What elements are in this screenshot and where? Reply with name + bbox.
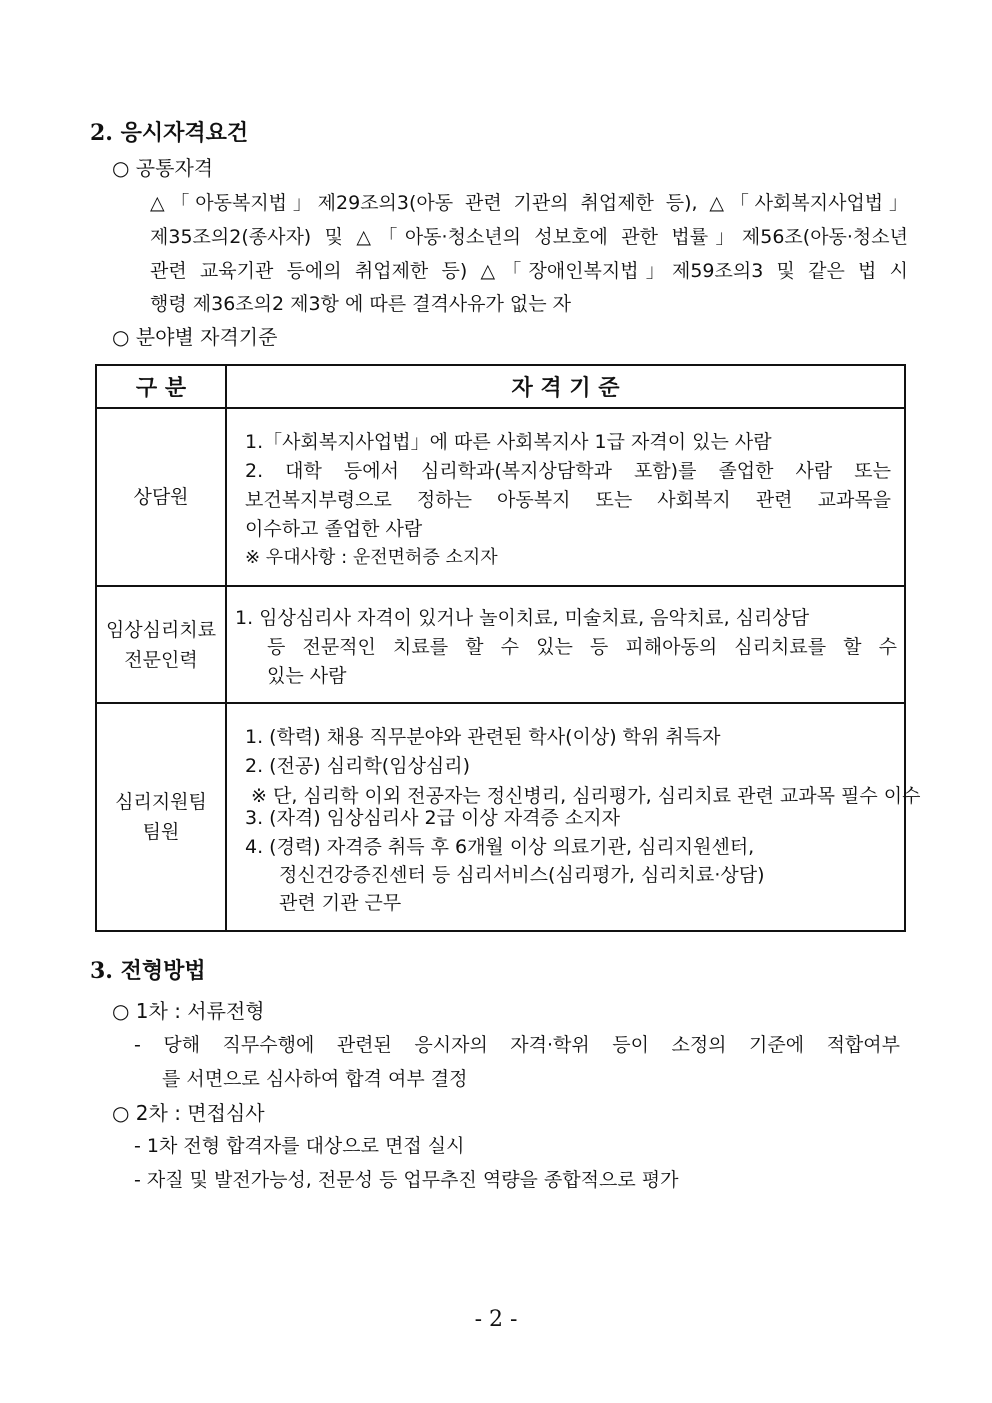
common-qualification-line: 행령 제36조의2 제3항 에 따른 결격사유가 없는 자 [150, 293, 572, 315]
row-criteria [226, 703, 921, 931]
section-3-title: 3. 전형방법 [90, 958, 206, 984]
criteria-line: 1. 임상심리사 자격이 있거나 놀이치료, 미술치료, 음악치료, 심리상담 [235, 607, 810, 629]
criteria-line: 등 전문적인 치료를 할 수 있는 등 피해아동의 심리치료를 할 수 [267, 636, 897, 658]
category-label-line1: 임상심리치료 [105, 618, 217, 641]
field-qualification-label: ○ 분야별 자격기준 [112, 325, 278, 349]
criteria-line: 3. (자격) 임상심리사 2급 이상 자격증 소지자 [245, 807, 620, 829]
criteria-line: 관련 기관 근무 [279, 892, 402, 914]
common-qualification-line: △「아동복지법」제29조의3(아동 관련 기관의 취업제한 등), △「사회복지사업법」 [150, 192, 908, 214]
row-category [96, 703, 226, 931]
category-label-line2: 팀원 [142, 821, 180, 843]
row-criteria [226, 408, 905, 586]
section-2-title: 2. 응시자격요건 [90, 120, 249, 146]
criteria-line: 1.「사회복지사업법」에 따른 사회복지사 1급 자격이 있는 사람 [245, 431, 772, 453]
category-label-line2: 전문인력 [124, 648, 198, 671]
second-stage-line: - 1차 전형 합격자를 대상으로 면접 실시 [134, 1135, 465, 1157]
criteria-line: 있는 사람 [267, 665, 347, 687]
table-row [96, 703, 905, 931]
first-stage-line: - 당해 직무수행에 관련된 응시자의 자격·학위 등이 소정의 기준에 적합여부 [134, 1034, 900, 1056]
header-category: 구 분 [96, 365, 226, 408]
second-stage-line: - 자질 및 발전가능성, 전문성 등 업무추진 역량을 종합적으로 평가 [134, 1169, 679, 1191]
row-category [96, 586, 226, 703]
header-criteria: 자 격 기 준 [226, 365, 905, 408]
criteria-line: 2. (전공) 심리학(임상심리) [245, 755, 471, 777]
category-label: 상담원 [133, 486, 189, 508]
table-row [96, 408, 905, 586]
common-qualification-line: 제35조의2(종사자) 및 △「아동·청소년의 성보호에 관한 법률」제56조(아동·청소년 [150, 226, 908, 248]
category-label-line1: 심리지원팀 [115, 791, 207, 813]
table-row [96, 586, 905, 703]
page-number: - 2 - [474, 1307, 518, 1332]
criteria-line: 1. (학력) 채용 직무분야와 관련된 학사(이상) 학위 취득자 [245, 726, 721, 748]
preference-note: ※ 우대사항 : 운전면허증 소지자 [245, 547, 498, 568]
criteria-line: 2. 대학 등에서 심리학과(복지상담학과 포함)를 졸업한 사람 또는 [245, 460, 891, 482]
row-criteria [226, 586, 905, 703]
table-header-row [96, 365, 905, 408]
second-stage-label: ○ 2차 : 면접심사 [112, 1101, 265, 1125]
criteria-line: 이수하고 졸업한 사람 [245, 518, 423, 540]
first-stage-label: ○ 1차 : 서류전형 [112, 999, 265, 1023]
criteria-line: 정신건강증진센터 등 심리서비스(심리평가, 심리치료·상담) [279, 864, 765, 886]
criteria-line: 보건복지부령으로 정하는 아동복지 또는 사회복지 관련 교과목을 [245, 489, 891, 511]
qualification-table [95, 364, 921, 932]
row-category [96, 408, 226, 586]
first-stage-line: 를 서면으로 심사하여 합격 여부 결정 [162, 1068, 468, 1090]
major-note: ※ 단, 심리학 이외 전공자는 정신병리, 심리평가, 심리치료 관련 교과목 필수 이수 [251, 785, 921, 807]
common-qualification-line: 관련 교육기관 등에의 취업제한 등) △「장애인복지법」제59조의3 및 같은 법 시 [150, 260, 908, 282]
common-qualification-label: ○ 공통자격 [112, 156, 214, 180]
criteria-line: 4. (경력) 자격증 취득 후 6개월 이상 의료기관, 심리지원센터, [245, 836, 755, 858]
